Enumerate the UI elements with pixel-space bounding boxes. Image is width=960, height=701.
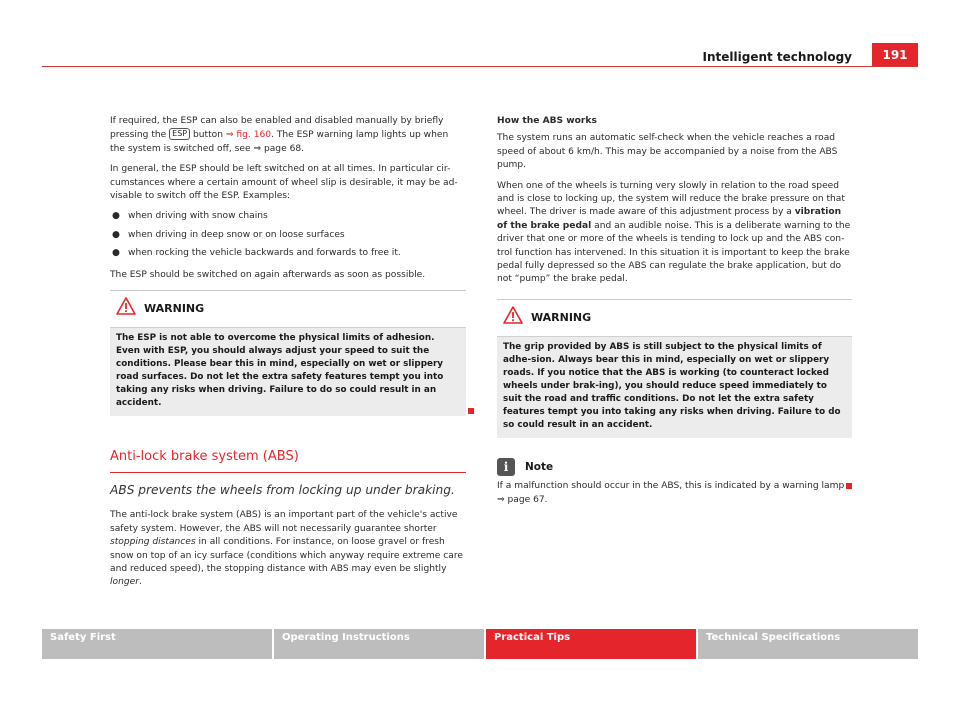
left-column [110, 115, 466, 597]
esp-general-paragraph: In general, the ESP should be left switched on at all times. In particular cir-cumstances where a certain amount of wheel slip is desirable, it may be ad-visable to switch off the ESP. Examples: [110, 164, 458, 202]
note-header [497, 458, 852, 476]
esp-button-key: ESP [169, 128, 190, 140]
how-abs-works-heading: How the ABS works [497, 116, 597, 126]
header-rule [42, 66, 918, 67]
esp-examples-list [110, 210, 466, 260]
figure-reference-link[interactable]: ⇒ fig. 160 [225, 130, 272, 141]
esp-switch-on-paragraph: The ESP should be switched on again afterwards as soon as possible. [110, 269, 426, 280]
section-end-marker [846, 483, 852, 489]
info-icon: i [497, 458, 515, 476]
bullet-icon: ● [112, 211, 120, 222]
warning-triangle-icon [503, 306, 523, 329]
esp-manual-paragraph: If required, the ESP can also be enabled and disabled manually by briefly pressing the ESP button ⇒ fig. 160. The ESP warning lamp lights up when the system is switched off, see ⇒ page 68. [110, 116, 449, 154]
abs-intro-paragraph: The anti-lock brake system (ABS) is an important part of the vehicle's active safety system. However, the ABS will not necessarily guarantee shorter stopping distances in all conditions. For instance, on loose gravel or fresh snow on top of an icy surface (conditions which anyway require extreme care and reduced speed), the stopping distance with ABS may even be slightly longer. [110, 510, 463, 588]
section-title: Anti-lock brake system (ABS) [110, 450, 466, 472]
footer-tab-safety-first[interactable]: Safety First [42, 629, 272, 659]
list-item: ● when rocking the vehicle backwards and forwards to free it. [110, 247, 466, 260]
section-subtitle: ABS prevents the wheels from locking up under braking. [110, 482, 455, 497]
warning-title: WARNING [531, 310, 592, 324]
note-body-wrapper [497, 480, 852, 507]
section-end-marker [468, 408, 474, 414]
footer-tab-practical-tips[interactable]: Practical Tips [486, 629, 696, 659]
esp-warning-box [110, 290, 466, 416]
list-item: ● when driving in deep snow or on loose surfaces [110, 229, 466, 242]
warning-text: The ESP is not able to overcome the physical limits of adhesion. Even with ESP, you should always adjust your speed to suit the conditions. Please bear this in mind, especially on wet or slippery road surfaces. Do not let the extra safety features tempt you into taking any risks when driving. Failure to do so could result in an accident. [116, 333, 444, 409]
esp-warning-box-wrapper [110, 290, 466, 416]
bullet-icon: ● [112, 229, 120, 240]
bullet-icon: ● [112, 248, 120, 259]
list-item: ● when driving with snow chains [110, 210, 466, 223]
warning-title: WARNING [144, 302, 205, 316]
page-number: 191 [872, 43, 918, 67]
footer-tab-technical-specifications[interactable]: Technical Specifications [698, 629, 918, 659]
running-header-title: Intelligent technology [702, 50, 852, 64]
abs-selfcheck-paragraph: The system runs an automatic self-check when the vehicle reaches a road speed of about 6 km/h. This may be accompanied by a noise from the ABS pump. [497, 133, 838, 171]
warning-text: The grip provided by ABS is still subject to the physical limits of adhe-sion. Always bear this in mind, especially on wet or slippery roads. If you notice that the ABS is working (to counteract locked wheels under brak-ing), you should reduce speed immediately to suit the road and traffic conditions. Do not let the extra safety features tempt you into taking any risks when driving. Failure to do so could result in an accident. [503, 342, 841, 431]
warning-triangle-icon [116, 297, 136, 320]
abs-warning-box [497, 299, 852, 438]
abs-operation-paragraph: When one of the wheels is turning very slowly in relation to the road speed and is close to locking up, the system will reduce the brake pressure on that wheel. The driver is made aware of this adjustment process by a vibration of the brake pedal and an audible noise. This is a deliberate warning to the driver that one or more of the wheels is tending to lock up and the ABS con-trol function has intervened. In this situation it is important to keep the brake pedal fully depressed so the ABS can regulate the brake application, but do not “pump” the brake pedal. [497, 180, 851, 285]
note-text: If a malfunction should occur in the ABS, this is indicated by a warning lamp ⇒ page 67. [497, 481, 845, 505]
footer-chapter-nav [42, 629, 918, 659]
footer-tab-operating-instructions[interactable]: Operating Instructions [274, 629, 484, 659]
right-column [497, 115, 852, 514]
note-title: Note [525, 460, 554, 473]
